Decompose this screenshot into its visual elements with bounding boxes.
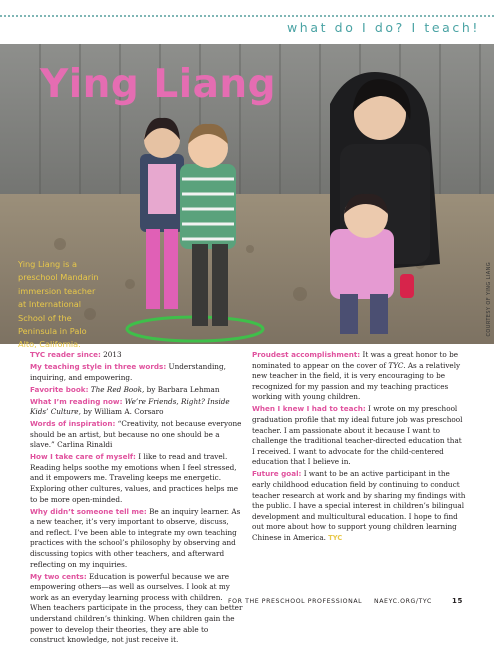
two-cents-label: My two cents: <box>30 571 87 581</box>
photo-credit: COURTESY OF YING LIANG <box>486 262 492 337</box>
why-teacher-label: Why didn’t someone tell me: <box>30 506 147 516</box>
favorite-book: Favorite book: The Red Book, by Barbara Lehman <box>30 384 220 394</box>
inspiration: Words of inspiration: “Creativity, not because everyone should be an artist, but because no one should be a slave.” Carlina Rinaldi <box>30 419 242 450</box>
future-goal-label: Future goal: <box>252 469 302 479</box>
teacher-name: Ying Liang <box>40 62 277 107</box>
inspiration-label: Words of inspiration: <box>30 419 116 429</box>
top-band <box>0 0 494 10</box>
reading-now: What I’m reading now: We’re Friends, Right? Inside Kids’ Culture, by William A. Corsaro <box>30 396 230 417</box>
photo-caption: Ying Liang is a preschool Mandarin immersion teacher at International School of the Peninsula in Palo Alto, California. <box>18 259 99 350</box>
dotted-rule <box>0 15 494 17</box>
self-care-label: How I take care of myself: <box>30 452 136 462</box>
favorite-book-label: Favorite book: <box>30 384 89 394</box>
footer-tagline: FOR THE PRESCHOOL PROFESSIONAL <box>228 598 363 605</box>
teaching-style: My teaching style in three words: Understanding, inquiring, and empowering. <box>30 361 226 382</box>
reading-now-label: What I’m reading now: <box>30 396 123 406</box>
knew-to-teach-label: When I knew I had to teach: <box>252 404 366 414</box>
reader-since-label: TYC reader since: <box>30 350 101 359</box>
article-column-left <box>30 350 244 647</box>
page-number: 15 <box>452 597 463 605</box>
reader-since: TYC reader since: 2013 <box>30 350 122 359</box>
why-teacher: Why didn’t someone tell me: Be an inquiry learner. As a new teacher, it’s very important to observe, discuss, and reflect. I’ve been able to integrate my own teaching practices with the school’s philosophy by observing and discussing topics with other teachers, and afterward reflecting on my inquiries. <box>30 506 241 569</box>
accomplishment-label: Proudest accomplishment: <box>252 350 361 359</box>
accomplishment: Proudest accomplishment: It was a great honor to be nominated to appear on the cover of TYC. As a relatively new teacher in the field, it is very encouraging to be recognized for my passion and my teaching practices working with young children. <box>252 350 461 402</box>
footer-url: NAEYC.ORG/TYC <box>374 598 432 605</box>
knew-to-teach: When I knew I had to teach: I wrote on my preschool graduation profile that my ideal future job was preschool teacher. I am passionate about it because I want to challenge the traditional teacher-directed education that I received. I want to advocate for the child-centered education that I believe in. <box>252 404 463 467</box>
teaching-style-label: My teaching style in three words: <box>30 361 167 371</box>
section-kicker: what do I do? I teach! <box>286 20 480 35</box>
self-care: How I take care of myself: I like to read and travel. Reading helps soothe my emotions when I feel stressed, and it empowers me. Traveling keeps me energetic. Exploring other cultures, values, and practices helps me to be more open-minded. <box>30 452 239 504</box>
two-cents: My two cents: Education is powerful because we are empowering others—as well as ourselves. I look at my work as an everyday learning process with children. When teachers participate in the process, they can better understand children’s thinking. When children gain the power to develop their theories, they are able to construct knowledge, not just receive it. <box>30 571 243 645</box>
end-mark: TYC <box>328 533 343 542</box>
future-goal: Future goal: I want to be an active participant in the early childhood education field by continuing to conduct teacher research at work and by sharing my findings with the public. I have a special interest in children’s bilingual development and multicultural education. I hope to find out more about how to support young children learning Chinese in America. TYC <box>252 469 466 542</box>
article-column-right <box>252 350 466 545</box>
